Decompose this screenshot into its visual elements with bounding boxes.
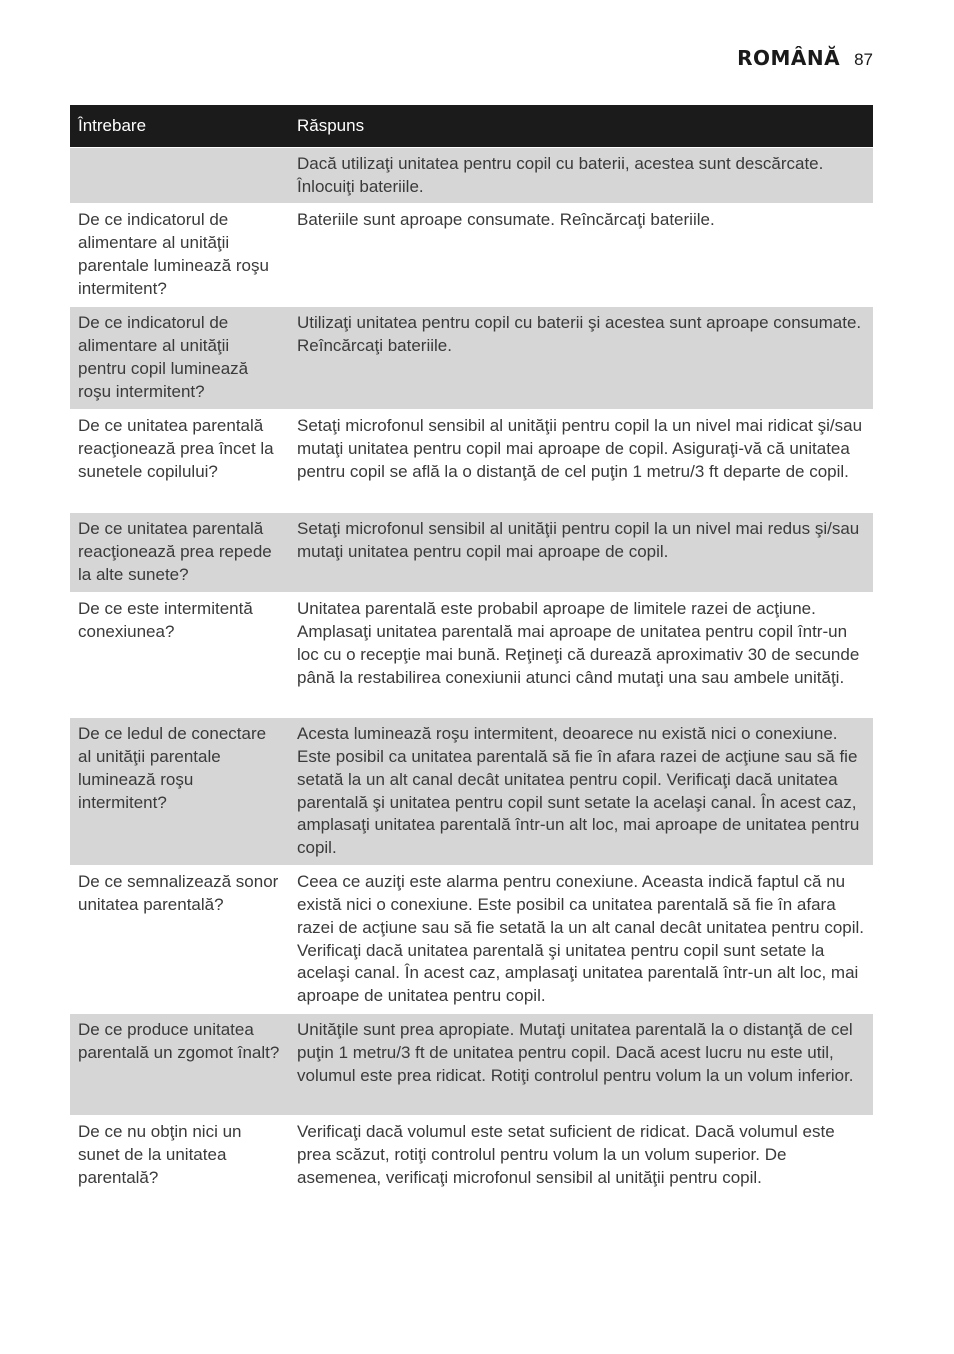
answer-cell: Unitatea parentală este probabil aproape de limitele razei de acţiune. Amplasaţi unitatea parentală mai aproape de unitatea pentru copil într-un loc cu o recepţie mai bună. Reţineţi că durează aproximativ 30 de secunde până la restabilirea conexiunii atunci când mutaţi una sau ambele unităţi. [289, 593, 873, 718]
question-cell: De ce semnalizează sonor unitatea parentală? [70, 866, 289, 1014]
answer-cell: Dacă utilizaţi unitatea pentru copil cu baterii, acestea sunt descărcate. Înlocuiţi bateriile. [289, 148, 873, 204]
question-cell [70, 148, 289, 204]
table-row [70, 593, 873, 718]
question-cell: De ce nu obţin nici un sunet de la unitatea parentală? [70, 1116, 289, 1196]
table-row [70, 148, 873, 204]
table-row [70, 866, 873, 1014]
faq-table [70, 105, 873, 1196]
table-row [70, 1014, 873, 1116]
table-header-row [70, 105, 873, 148]
table-row [70, 718, 873, 866]
question-cell: De ce indicatorul de alimentare al unităţii pentru copil luminează roşu intermitent? [70, 307, 289, 410]
table-row [70, 204, 873, 307]
question-cell: De ce indicatorul de alimentare al unităţii parentale luminează roşu intermitent? [70, 204, 289, 307]
column-header-question: Întrebare [70, 105, 289, 148]
answer-cell: Verificaţi dacă volumul este setat suficient de ridicat. Dacă volumul este prea scăzut, rotiţi controlul pentru volum la un volum superior. De asemenea, verificaţi microfonul sensibil al unităţii pentru copil. [289, 1116, 873, 1196]
page-number: 87 [854, 50, 873, 69]
page-header [737, 46, 873, 70]
table-row [70, 410, 873, 513]
language-label: ROMÂNĂ [737, 46, 841, 70]
question-cell: De ce produce unitatea parentală un zgomot înalt? [70, 1014, 289, 1116]
table-row [70, 307, 873, 410]
answer-cell: Bateriile sunt aproape consumate. Reîncărcaţi bateriile. [289, 204, 873, 307]
answer-cell: Utilizaţi unitatea pentru copil cu baterii şi acestea sunt aproape consumate. Reîncărcaţi bateriile. [289, 307, 873, 410]
question-cell: De ce unitatea parentală reacţionează prea încet la sunetele copilului? [70, 410, 289, 513]
answer-cell: Acesta luminează roşu intermitent, deoarece nu există nici o conexiune. Este posibil ca unitatea parentală să fie în afara razei de acţiune sau să fie setată la un alt canal decât unitatea pentru copil. Verificaţi dacă unitatea parentală şi unitatea pentru copil sunt setate la acelaşi canal. În acest caz, amplasaţi unitatea parentală într-un alt loc, mai aproape de unitatea pentru copil. [289, 718, 873, 866]
column-header-answer: Răspuns [289, 105, 873, 148]
question-cell: De ce unitatea parentală reacţionează prea repede la alte sunete? [70, 513, 289, 593]
question-cell: De ce ledul de conectare al unităţii parentale luminează roşu intermitent? [70, 718, 289, 866]
table-row [70, 1116, 873, 1196]
answer-cell: Ceea ce auziţi este alarma pentru conexiune. Aceasta indică faptul că nu există nici o conexiune. Este posibil ca unitatea parentală să fie în afara razei de acţiune sau să fie setată la un alt canal decât unitatea pentru copil. Verificaţi dacă unitatea parentală şi unitatea pentru copil sunt setate la acelaşi canal. În acest caz, amplasaţi unitatea parentală într-un alt loc, mai aproape de unitatea pentru copil. [289, 866, 873, 1014]
answer-cell: Setaţi microfonul sensibil al unităţii pentru copil la un nivel mai ridicat şi/sau mutaţi unitatea pentru copil mai aproape de copil. Asiguraţi-vă că unitatea pentru copil se află la o distanţă de cel puţin 1 metru/3 ft departe de copil. [289, 410, 873, 513]
answer-cell: Unităţile sunt prea apropiate. Mutaţi unitatea parentală la o distanţă de cel puţin 1 metru/3 ft de unitatea pentru copil. Dacă acest lucru nu este util, volumul este prea ridicat. Rotiţi controlul pentru volum la un volum inferior. [289, 1014, 873, 1116]
question-cell: De ce este intermitentă conexiunea? [70, 593, 289, 718]
table-row [70, 513, 873, 593]
answer-cell: Setaţi microfonul sensibil al unităţii pentru copil la un nivel mai redus şi/sau mutaţi unitatea pentru copil mai aproape de copil. [289, 513, 873, 593]
